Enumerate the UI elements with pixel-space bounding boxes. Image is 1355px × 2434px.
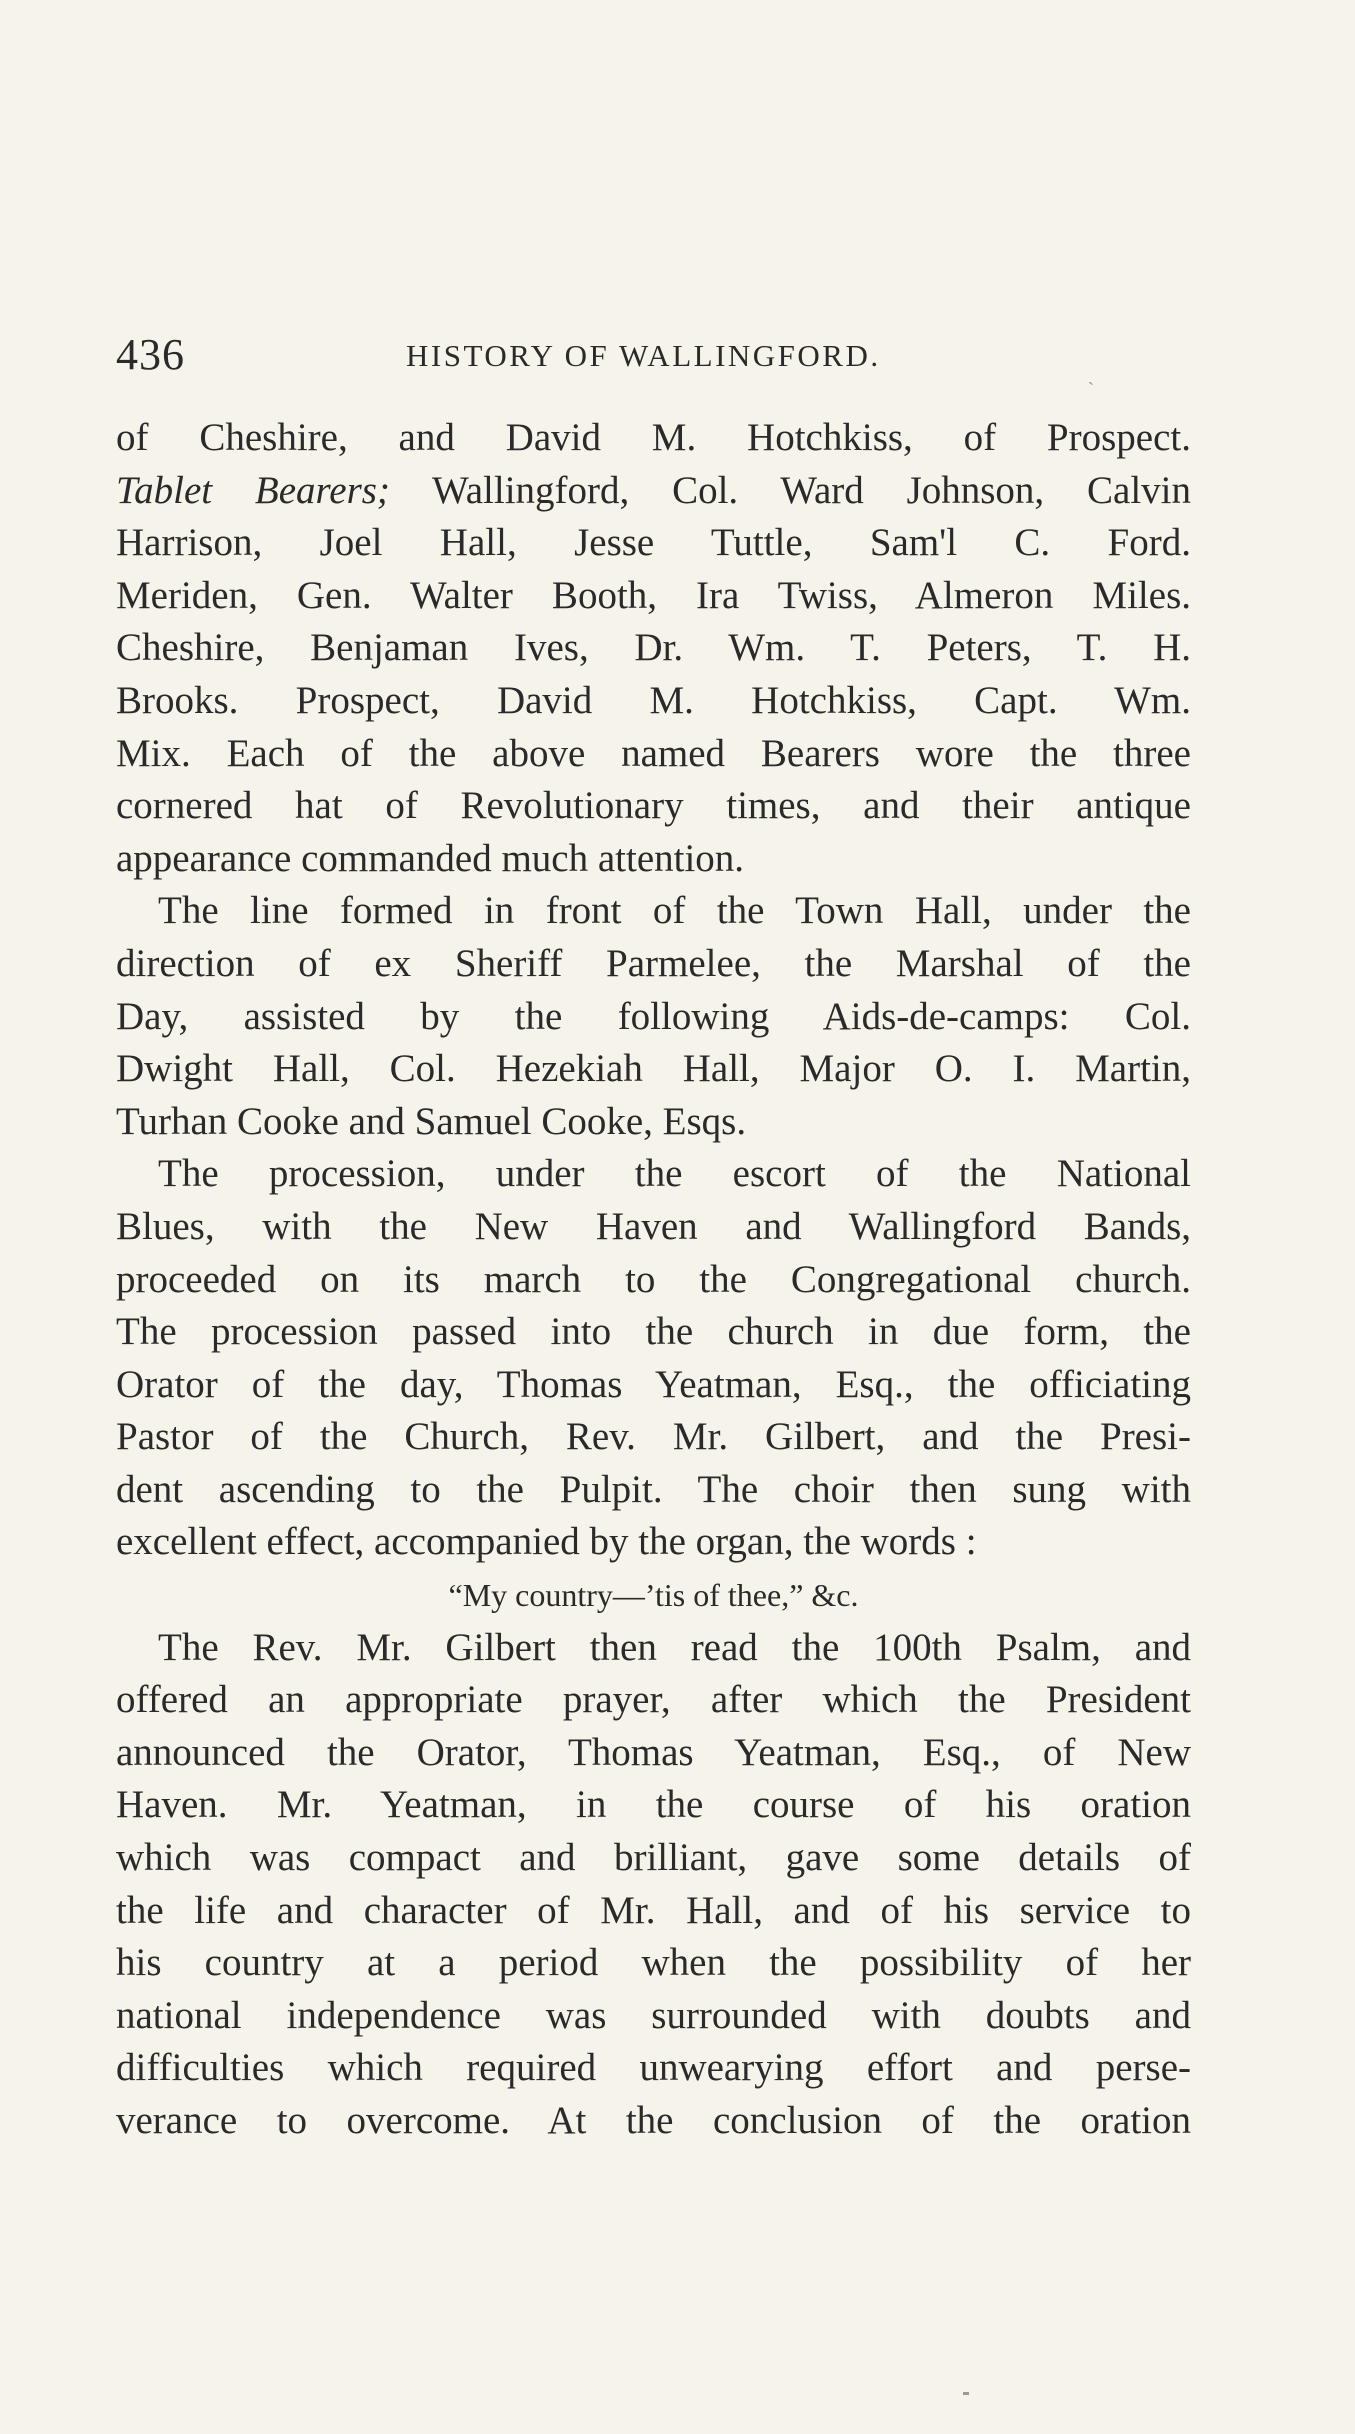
page-speck (963, 2392, 969, 2395)
text-line: Tablet Bearers; Wallingford, Col. Ward Johnson, Calvin (116, 468, 1191, 512)
text-line: difficulties which required unwearying effort and perse- (116, 2046, 1191, 2090)
text-line: Pastor of the Church, Rev. Mr. Gilbert, and the Presi- (116, 1415, 1191, 1459)
stray-mark: ˎ (1088, 365, 1094, 385)
text-line: of Cheshire, and David M. Hotchkiss, of Prospect. (116, 416, 1191, 459)
text-line: verance to overcome. At the conclusion of the oration (116, 2099, 1191, 2142)
text-line: the life and character of Mr. Hall, and of his service to (116, 1888, 1191, 1932)
running-title: HISTORY OF WALLINGFORD. (406, 338, 881, 373)
text-line: Dwight Hall, Col. Hezekiah Hall, Major O. I. Martin, (116, 1047, 1191, 1091)
page-number: 436 (116, 330, 185, 379)
quoted-hymn-line: “My country—’tis of thee,” &c. (448, 1577, 859, 1614)
text-line: Harrison, Joel Hall, Jesse Tuttle, Sam'l C. Ford. (116, 521, 1191, 565)
text-line: Cheshire, Benjaman Ives, Dr. Wm. T. Peters, T. H. (116, 626, 1191, 670)
text-line: proceeded on its march to the Congregational church. (116, 1257, 1191, 1301)
italic-lead: Tablet Bearers; (116, 468, 390, 512)
text-line: The line formed in front of the Town Hall, under the (158, 889, 1191, 933)
text-line: The Rev. Mr. Gilbert then read the 100th Psalm, and (158, 1625, 1191, 1669)
text-line: direction of ex Sheriff Parmelee, the Marshal of the (116, 941, 1191, 985)
text-line: Blues, with the New Haven and Wallingford Bands, (116, 1204, 1191, 1248)
text-line: appearance commanded much attention. (116, 836, 745, 880)
text-line: Haven. Mr. Yeatman, in the course of his oration (116, 1783, 1191, 1827)
running-head (116, 330, 1206, 380)
text-line: offered an appropriate prayer, after which the President (116, 1678, 1191, 1722)
text-line: Turhan Cooke and Samuel Cooke, Esqs. (116, 1099, 747, 1143)
text-line: The procession passed into the church in due form, the (116, 1310, 1191, 1354)
text-line: cornered hat of Revolutionary times, and their antique (116, 784, 1191, 828)
text-line: The procession, under the escort of the National (158, 1152, 1191, 1196)
text-line: excellent effect, accompanied by the organ, the words : (116, 1520, 977, 1564)
text-line: dent ascending to the Pulpit. The choir then sung with (116, 1467, 1191, 1511)
text-line: announced the Orator, Thomas Yeatman, Esq., of New (116, 1730, 1191, 1774)
text-line: Meriden, Gen. Walter Booth, Ira Twiss, Almeron Miles. (116, 573, 1191, 617)
text-line: national independence was surrounded with doubts and (116, 1993, 1191, 2037)
text-line: which was compact and brilliant, gave some details of (116, 1836, 1191, 1880)
text-line: Day, assisted by the following Aids-de-camps: Col. (116, 994, 1191, 1038)
text-line: Orator of the day, Thomas Yeatman, Esq., the officiating (116, 1362, 1191, 1406)
text-line: Brooks. Prospect, David M. Hotchkiss, Capt. Wm. (116, 678, 1191, 722)
text-line: Mix. Each of the above named Bearers wore the three (116, 731, 1191, 775)
text-line: his country at a period when the possibility of her (116, 1941, 1191, 1985)
body-text (116, 412, 1191, 2148)
